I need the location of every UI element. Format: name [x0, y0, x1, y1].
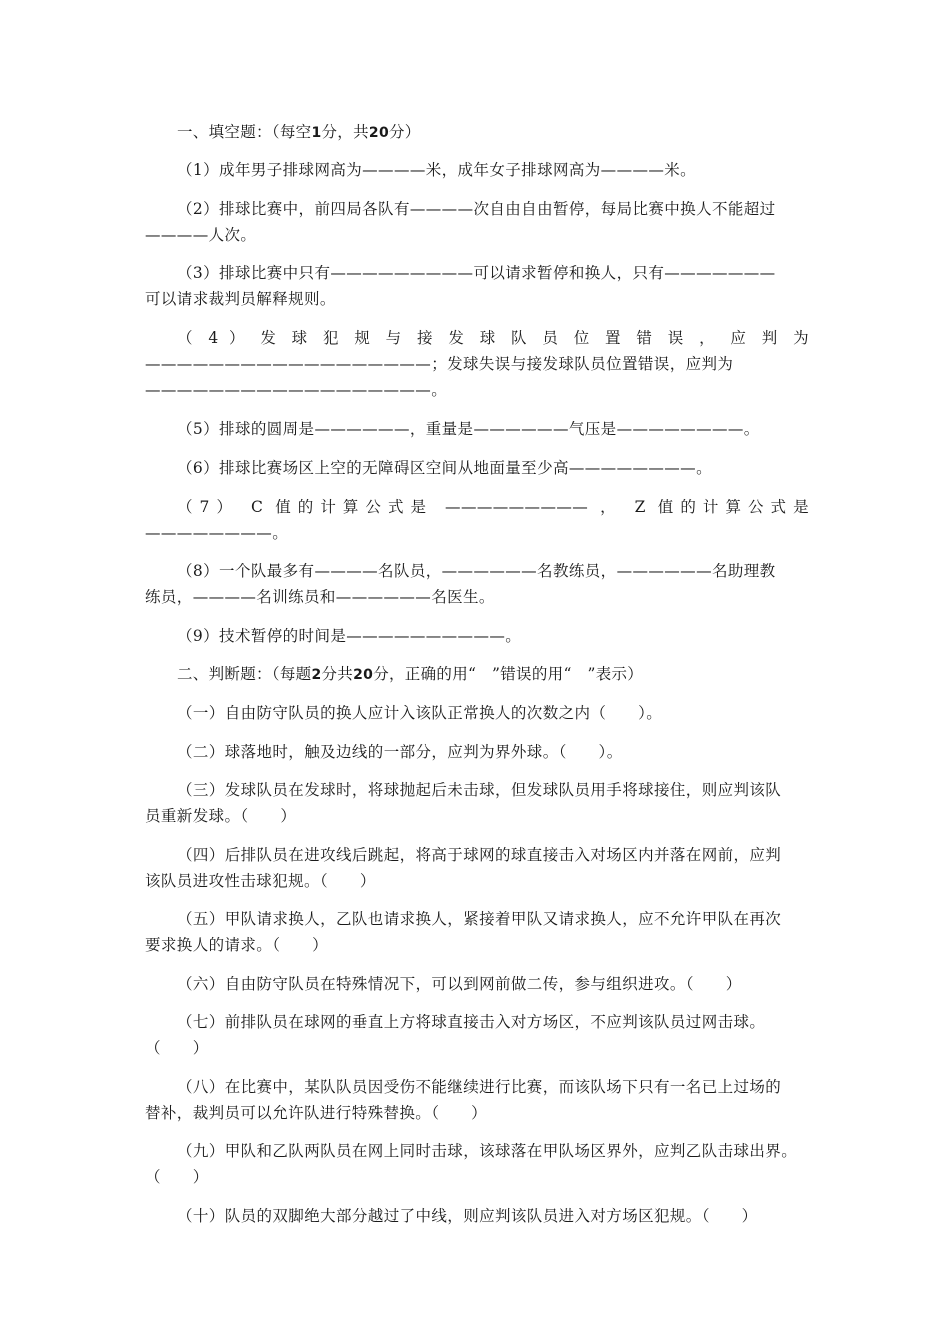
judge-q5-line1: （五）甲队请求换人，乙队也请求换人，紧接着甲队又请求换人，应不允许甲队在再次	[177, 910, 782, 928]
fill-in-q7-line1: （7） C 值的计算公式是 ————————— ， Z 值的计算公式是	[177, 498, 809, 516]
fill-in-q2-line1: （2）排球比赛中，前四局各队有————次自由自由暂停，每局比赛中换人不能超过	[177, 200, 776, 218]
judge-q10: （十）队员的双脚绝大部分越过了中线，则应判该队员进入对方场区犯规。（ ）	[177, 1207, 758, 1225]
fill-in-q4-line1: （ 4 ） 发 球 犯 规 与 接 发 球 队 员 位 置 错 误 ， 应 判 为	[177, 329, 809, 347]
judge-q2: （二）球落地时，触及边线的一部分，应判为界外球。（ ）。	[177, 743, 623, 761]
judge-q3-line2: 员重新发球。（ ）	[145, 807, 297, 825]
fill-in-q3-line2: 可以请求裁判员解释规则。	[145, 290, 336, 308]
fill-in-q7-line2: ————————。	[145, 524, 289, 542]
fill-in-q9: （9）技术暂停的时间是——————————。	[177, 627, 522, 645]
judge-q9-line2: （ ）	[145, 1168, 209, 1186]
section-true-false-heading: 二、判断题：（每题2分共20分，正确的用“ ”错误的用“ ”表示）	[177, 665, 644, 683]
judge-q8-line1: （八）在比赛中，某队队员因受伤不能继续进行比赛，而该队场下只有一名已上过场的	[177, 1078, 782, 1096]
fill-in-q2-line2: ————人次。	[145, 226, 257, 244]
fill-in-q3-line1: （3）排球比赛中只有—————————可以请求暂停和换人，只有———————	[177, 264, 776, 282]
judge-q3-line1: （三）发球队员在发球时，将球抛起后未击球，但发球队员用手将球接住，则应判该队	[177, 781, 782, 799]
judge-q4-line1: （四）后排队员在进攻线后跳起，将高于球网的球直接击入对场区内并落在网前，应判	[177, 846, 782, 864]
section-fill-in-heading: 一、填空题：（每空1分，共20分）	[177, 123, 421, 141]
fill-in-q5: （5）排球的圆周是——————，重量是——————气压是————————。	[177, 420, 760, 438]
fill-in-q8-line1: （8）一个队最多有————名队员，——————名教练员，——————名助理教	[177, 562, 776, 580]
judge-q1: （一）自由防守队员的换人应计入该队正常换人的次数之内（ ）。	[177, 704, 663, 722]
fill-in-q8-line2: 练员，————名训练员和——————名医生。	[145, 588, 495, 606]
judge-q5-line2: 要求换人的请求。（ ）	[145, 936, 329, 954]
judge-q9-line1: （九）甲队和乙队两队员在网上同时击球，该球落在甲队场区界外，应判乙队击球出界。	[177, 1142, 798, 1160]
fill-in-q4-line2: ——————————————————；发球失误与接发球队员位置错误，应判为	[145, 355, 734, 373]
judge-q6: （六）自由防守队员在特殊情况下，可以到网前做二传，参与组织进攻。（ ）	[177, 975, 742, 993]
fill-in-q1: （1）成年男子排球网高为————米，成年女子排球网高为————米。	[177, 161, 697, 179]
judge-q8-line2: 替补，裁判员可以允许队进行特殊替换。（ ）	[145, 1104, 488, 1122]
fill-in-q4-line3: ——————————————————。	[145, 381, 448, 399]
judge-q7-line1: （七）前排队员在球网的垂直上方将球直接击入对方场区，不应判该队员过网击球。	[177, 1013, 766, 1031]
fill-in-q6: （6）排球比赛场区上空的无障碍区空间从地面量至少高————————。	[177, 459, 712, 477]
judge-q7-line2: （ ）	[145, 1039, 209, 1057]
judge-q4-line2: 该队员进攻性击球犯规。（ ）	[145, 872, 376, 890]
